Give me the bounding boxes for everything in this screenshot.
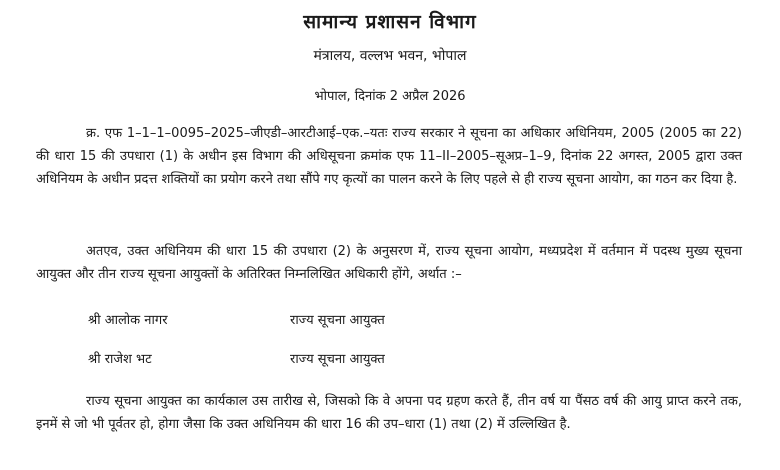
officer-name: श्री आलोक नागर [88,313,168,328]
paragraph-appointment: अतएव, उक्त अधिनियम की धारा 15 की उपधारा (2) के अनुसरण में, राज्य सूचना आयोग, मध्यप्रदेश में वर्तमान में पदस्थ मुख्य सूचना आयुक्त और तीन राज्य सूचना आयुक्तों के अतिरिक्त निम्नलिखित अधिकारी होंगे, अर्थात :– [36,244,742,282]
paragraph-preamble: क्र. एफ 1–1–1–0095–2025–जीएडी–आरटीआई–एक.–यतः राज्य सरकार ने सूचना का अधिकार अधिनियम, 2005 (2005 का 22) की धारा 15 की उपधारा (1) के अधीन इस विभाग की अधिसूचना क्रमांक एफ 11–II–2005–सूअप्र–1–9, दिनांक 22 अगस्त, 2005 द्वारा उक्त अधिनियम के अधीन प्रदत्त शक्तियों का प्रयोग करने तथा सौंपे गए कृत्यों का पालन करने के लिए पहले से ही राज्य सूचना आयोग, का गठन कर दिया है. [36,126,742,187]
dateline: भोपाल, दिनांक 2 अप्रैल 2026 [314,89,466,104]
officer-designation: राज्य सूचना आयुक्त [290,313,385,328]
department-heading: सामान्य प्रशासन विभाग [303,11,477,33]
paragraph-tenure: राज्य सूचना आयुक्त का कार्यकाल उस तारीख से, जिसको कि वे अपना पद ग्रहण करते हैं, तीन वर्ष या पैंसठ वर्ष की आयु प्राप्त करने तक, इनमें से जो भी पूर्वतर हो, होगा जैसा कि उक्त अधिनियम की धारा 16 की उप–धारा (1) तथा (2) में उल्लिखित है. [36,394,742,432]
officer-name: श्री राजेश भट [88,352,152,367]
office-address: मंत्रालय, वल्लभ भवन, भोपाल [313,48,467,64]
officer-designation: राज्य सूचना आयुक्त [290,352,385,367]
